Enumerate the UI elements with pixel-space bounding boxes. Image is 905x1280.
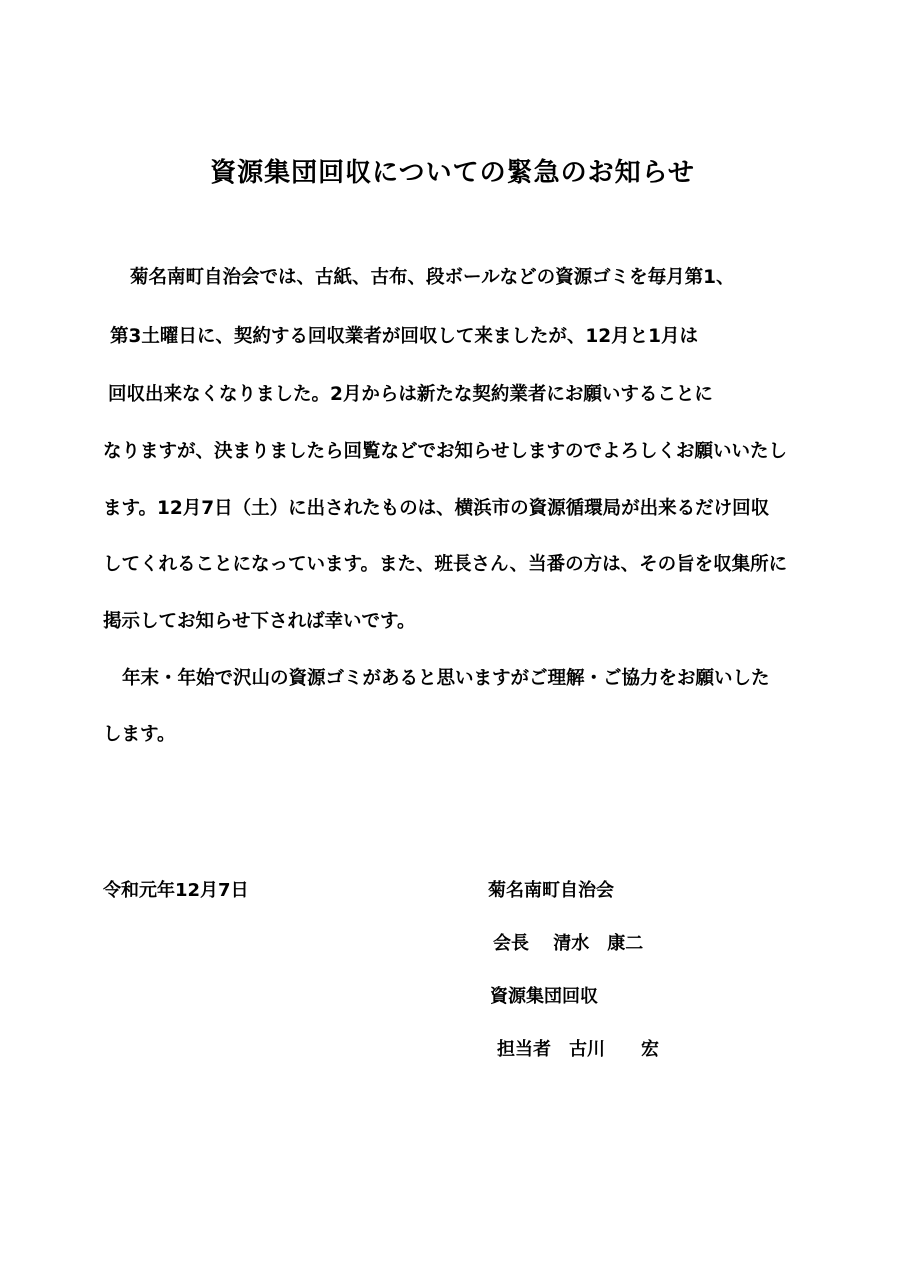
body-line-4: なりますが、決まりましたら回覧などでお知らせしますのでよろしくお願いいたし <box>103 441 787 462</box>
issue-date: 令和元年12月7日 <box>103 880 249 901</box>
body-line-8: 年末・年始で沢山の資源ゴミがあると思いますがご理解・ご協力をお願いした <box>122 668 770 689</box>
document-title: 資源集団回収についての緊急のお知らせ <box>210 158 695 188</box>
organization-name: 菊名南町自治会 <box>488 880 614 901</box>
body-line-2: 第3土曜日に、契約する回収業者が回収して来ましたが、12月と1月は <box>110 326 698 347</box>
body-line-7: 掲示してお知らせ下されば幸いです。 <box>103 611 416 632</box>
body-line-5: ます。12月7日（土）に出されたものは、横浜市の資源循環局が出来るだけ回収 <box>103 498 770 519</box>
body-line-6: してくれることになっています。また、班長さん、当番の方は、その旨を収集所に <box>103 554 788 575</box>
department-name: 資源集団回収 <box>490 986 598 1007</box>
person-in-charge: 担当者 古川 宏 <box>497 1039 659 1060</box>
president-name: 会長 清水 康二 <box>493 933 644 954</box>
body-line-3: 回収出来なくなりました。2月からは新たな契約業者にお願いすることに <box>108 384 713 405</box>
body-line-9: します。 <box>103 724 176 745</box>
body-line-1: 菊名南町自治会では、古紙、古布、段ボールなどの資源ゴミを毎月第1、 <box>130 267 735 288</box>
